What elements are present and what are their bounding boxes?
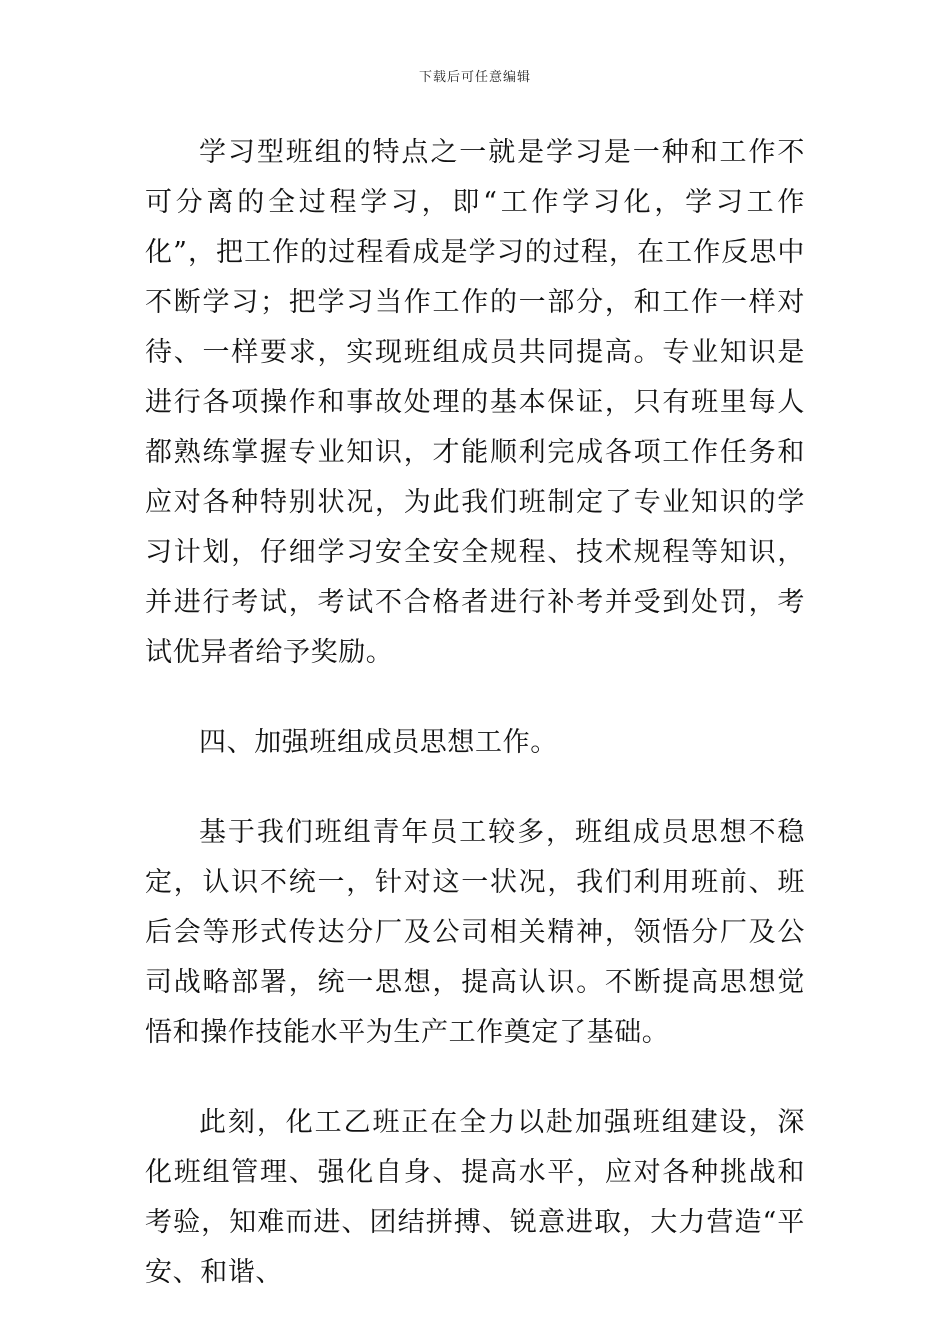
body-text	[145, 128, 805, 1298]
paragraph-ideology-work: 基于我们班组青年员工较多，班组成员思想不稳定，认识不统一，针对这一状况，我们利用班前、班后会等形式传达分厂及公司相关精神，领悟分厂及公司战略部署，统一思想，提高认识。不断提高思想觉悟和操作技能水平为生产工作奠定了基础。	[145, 817, 805, 1048]
paragraph-learning-team: 学习型班组的特点之一就是学习是一种和工作不可分离的全过程学习，即“工作学习化，学习工作化”，把工作的过程看成是学习的过程，在工作反思中不断学习；把学习当作工作的一部分，和工作一样对待、一样要求，实现班组成员共同提高。专业知识是进行各项操作和事故处理的基本保证，只有班里每人都熟练掌握专业知识，才能顺利完成各项工作任务和应对各种特别状况，为此我们班制定了专业知识的学习计划，仔细学习安全安全规程、技术规程等知识，并进行考试，考试不合格者进行补考并受到处罚，考试优异者给予奖励。	[145, 137, 805, 668]
header-note: 下载后可任意编辑	[418, 70, 531, 85]
paragraph-team-building: 此刻，化工乙班正在全力以赴加强班组建设，深化班组管理、强化自身、提高水平，应对各种挑战和考验，知难而进、团结拼搏、锐意进取，大力营造“平安、和谐、	[145, 1107, 805, 1288]
section-heading: 四、加强班组成员思想工作。	[199, 727, 558, 758]
